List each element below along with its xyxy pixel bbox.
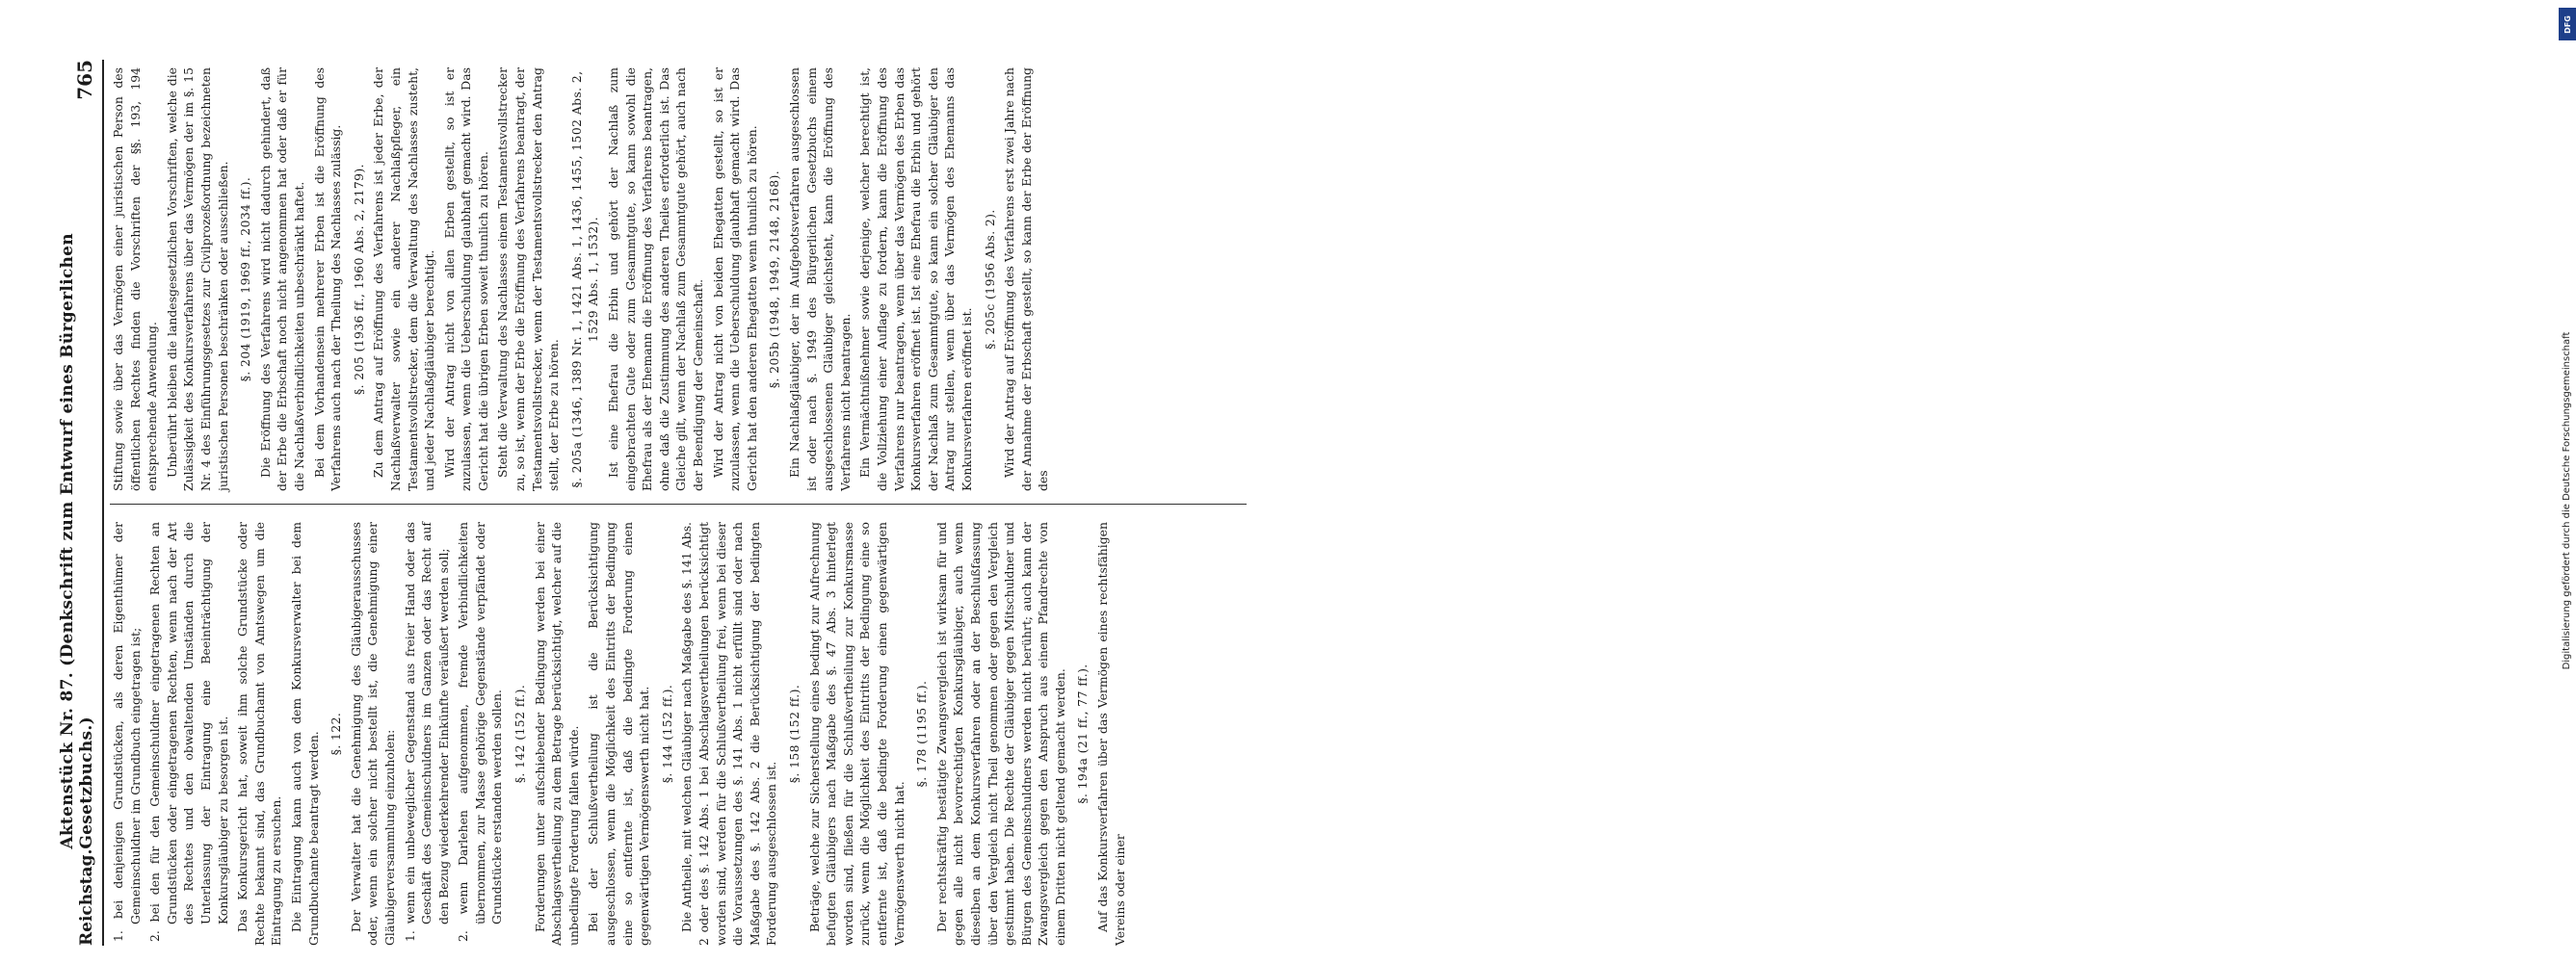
section-heading: §. 205 (1936 ff., 1960 Abs. 2, 2179). — [351, 164, 366, 395]
digitization-notice: Digitalisierung gefördert durch die Deutsche Forschungsgemeinschaft — [2562, 331, 2572, 670]
paragraph: Wird der Antrag nicht von allen Erben gestellt, so ist er zuzulassen, wenn die Ueberschuldung glaubhaft gemacht wird. Das Gericht hat die übrigen Erben soweit thunlich zu hören. — [441, 67, 490, 491]
header-title: Aktenstück Nr. 87. (Denkschrift zum Entwurf eines Bürgerlichen Gesetzbuchs.) — [58, 233, 96, 849]
dfg-logo — [2559, 8, 2576, 40]
section-heading: §. 158 (152 ff.). — [786, 684, 802, 784]
section-heading: §. 205b (1948, 1949, 2148, 2168). — [767, 169, 782, 389]
column-divider — [110, 504, 1247, 505]
paragraph: Die Eintragung kann auch von dem Konkursverwalter bei dem Grundbuchamte beantragt werden. — [288, 522, 321, 946]
paragraph: Die Antheile, mit welchen Gläubiger nach Maßgabe des §. 141 Abs. 2 oder des §. 142 Abs. 1 bei Abschlagsvertheilungen berücksichtigt worden sind, werden für die Schlußvertheilung frei, wenn bei dieser die Voraussetzungen des §. 141 Abs. 1 nicht erfüllt sind oder nach Maßgabe des §. 142 Abs. 2 die Berücksichtigung der bedingten Forderung ausgeschlossen ist. — [679, 522, 779, 946]
paragraph: Bei dem Vorhandensein mehrerer Erben ist die Eröffnung des Verfahrens auch nach der Theilung des Nachlasses zulässig. — [311, 67, 344, 491]
paragraph: Wird der Antrag nicht von beiden Ehegatten gestellt, so ist er zuzulassen, wenn die Ueberschuldung glaubhaft gemacht wird. Das Gericht hat den anderen Ehegatten wenn thunlich zu hören. — [710, 67, 759, 491]
dfg-logo-text: DFG — [2563, 14, 2572, 34]
rotated-page — [58, 60, 1257, 946]
left-column — [110, 522, 1251, 946]
page-header — [58, 60, 96, 946]
section-heading: §. 178 (1195 ff.). — [914, 680, 930, 788]
section-heading: §. 144 (152 ff.). — [659, 684, 674, 784]
paragraph: Forderungen unter aufschiebender Bedingung werden bei einer Abschlagsvertheilung zu dem Betrage berücksichtigt, welcher auf die unbedingte Forderung fallen würde. — [532, 522, 581, 946]
header-rule — [102, 60, 104, 946]
paragraph: Ein Nachlaßgläubiger, der im Aufgebotsverfahren ausgeschlossen ist oder nach §. 1949 des Bürgerlichen Gesetzbuchs einem ausgeschlossenen Gläubiger gleichsteht, kann die Eröffnung des Verfahrens nicht beantragen. — [786, 67, 853, 491]
paragraph: Zu dem Antrag auf Eröffnung des Verfahrens ist jeder Erbe, der Nachlaßverwalter sowie ein anderer Nachlaßpfleger, ein Testamentsvollstrecker, dem die Verwaltung des Nachlasses zusteht, und jeder Nachlaßgläubiger berechtigt. — [371, 67, 437, 491]
paragraph: Die Eröffnung des Verfahrens wird nicht dadurch gehindert, daß der Erbe die Erbschaft noch nicht angenommen hat oder daß er für die Nachlaßverbindlichkeiten unbeschränkt haftet. — [257, 67, 306, 491]
section-heading: §. 205c (1956 Abs. 2). — [982, 209, 997, 350]
header-left: Reichstag. — [77, 848, 96, 946]
section-heading: §. 194a (21 ff., 77 ff.). — [1075, 664, 1091, 804]
paragraph: Der Verwalter hat die Genehmigung des Gläubigerausschusses oder, wenn ein solcher nicht bestellt ist, die Genehmigung einer Gläubigerversammlung einzuholen: — [348, 522, 397, 946]
paragraph: Der rechtskräftig bestätigte Zwangsvergleich ist wirksam für und gegen alle nicht bevorrechtigten Konkursgläubiger, auch wenn dieselben an dem Konkursverfahren oder an der Beschlußfassung über den Vergleich nicht Theil genommen oder gegen den Vergleich gestimmt haben. Die Rechte der Gläubiger gegen Mitschuldner und Bürgen des Gemeinschuldners werden nicht berührt; auch kann der Zwangsvergleich gegen den Anspruch aus einem Pfandrechte von einem Dritten nicht geltend gemacht werden. — [933, 522, 1067, 946]
paragraph: Auf das Konkursverfahren über das Vermögen eines rechtsfähigen Vereins oder einer — [1095, 522, 1127, 946]
paragraph: Das Konkursgericht hat, soweit ihm solche Grundstücke oder Rechte bekannt sind, das Grundbuchamt von Amtswegen um die Eintragung zu ersuchen. — [235, 522, 284, 946]
enumerated-item: 2. bei den für den Gemeinschuldner eingetragenen Rechten an Grundstücken oder eingetragenen Rechten, wenn nach der Art des Rechtes und den obwaltenden Umständen durch die Unterlassung der Eintragung eine Beeinträchtigung der Konkursgläubiger zu besorgen ist. — [147, 522, 230, 942]
paragraph: Unberührt bleiben die landesgesetzlichen Vorschriften, welche die Zulässigkeit des Konkursverfahrens über das Vermögen der im §. 15 Nr. 4 des Einführungsgesetzes zur Civilprozeßordnung bezeichneten juristischen Personen beschränken oder ausschließen. — [164, 67, 230, 491]
section-heading: §. 205a (1346, 1389 Nr. 1, 1421 Abs. 1, 1436, 1455, 1502 Abs. 2, 1529 Abs. 1, 1532). — [568, 70, 601, 488]
section-heading: §. 122. — [329, 712, 344, 756]
paragraph: Beträge, welche zur Sicherstellung eines bedingt zur Aufrechnung befugten Gläubigers nach Maßgabe des §. 47 Abs. 3 hinterlegt worden sind, fließen für die Schlußvertheilung zur Konkursmasse zurück, wenn die Möglichkeit des Eintritts der Bedingung eine so entfernte ist, daß die bedingte Forderung einen gegenwärtigen Vermögenswerth nicht hat. — [806, 522, 907, 946]
right-column — [110, 67, 1251, 491]
enumerated-item: 1. wenn ein unbeweglicher Gegenstand aus freier Hand oder das Geschäft des Gemeinschuldners im Ganzen oder das Recht auf den Bezug wiederkehrender Einkünfte veräußert werden soll; — [402, 522, 451, 942]
section-heading: §. 142 (152 ff.). — [513, 684, 528, 784]
margin-strip — [1277, 0, 2572, 963]
section-heading: §. 204 (1919, 1969 ff., 2034 ff.). — [238, 176, 253, 382]
enumerated-item: 2. wenn Darlehen aufgenommen, fremde Verbindlichkeiten übernommen, zur Masse gehörige Gegenstände verpfändet oder Grundstücke erstanden werden sollen. — [456, 522, 505, 942]
paragraph: Stiftung sowie über das Vermögen einer juristischen Person des öffentlichen Rechtes finden die Vorschriften der §§. 193, 194 entsprechende Anwendung. — [111, 67, 160, 491]
paragraph: Ein Vermächtnißnehmer sowie derjenige, welcher berechtigt ist, die Vollziehung einer Auflage zu fordern, kann die Eröffnung des Verfahrens nur beantragen, wenn über das Vermögen des Erben das Konkursverfahren eröffnet ist. Ist eine Ehefrau die Erbin und gehört der Nachlaß zum Gesammtgute, so kann ein solcher Gläubiger den Antrag nur stellen, wenn über das Vermögen des Ehemanns das Konkursverfahren eröffnet ist. — [857, 67, 974, 491]
paragraph: Ist eine Ehefrau die Erbin und gehört der Nachlaß zum eingebrachten Gute oder zum Gesammtgute, so kann sowohl die Ehefrau als der Ehemann die Eröffnung des Verfahrens beantragen, ohne daß die Zustimmung des anderen Theiles erforderlich ist. Das Gleiche gilt, wenn der Nachlaß zum Gesammtgute gehört, auch nach der Beendigung der Gemeinschaft. — [606, 67, 705, 491]
paragraph: Bei der Schlußvertheilung ist die Berücksichtigung ausgeschlossen, wenn die Möglichkeit des Eintritts der Bedingung eine so entfernte ist, daß die bedingte Forderung einen gegenwärtigen Vermögenswerth nicht hat. — [586, 522, 652, 946]
paragraph: Wird der Antrag auf Eröffnung des Verfahrens erst zwei Jahre nach der Annahme der Erbschaft gestellt, so kann der Erbe der Eröffnung des — [1002, 67, 1051, 491]
page-number: 765 — [73, 60, 96, 100]
paragraph: Steht die Verwaltung des Nachlasses einem Testamentsvollstrecker zu, so ist, wenn der Erbe die Eröffnung des Verfahrens beantragt, der Testamentsvollstrecker, wenn der Testamentsvollstrecker den Antrag stellt, der Erbe zu hören. — [495, 67, 562, 491]
enumerated-item: 1. bei denjenigen Grundstücken, als deren Eigenthümer der Gemeinschuldner im Grundbuch eingetragen ist; — [111, 522, 143, 942]
